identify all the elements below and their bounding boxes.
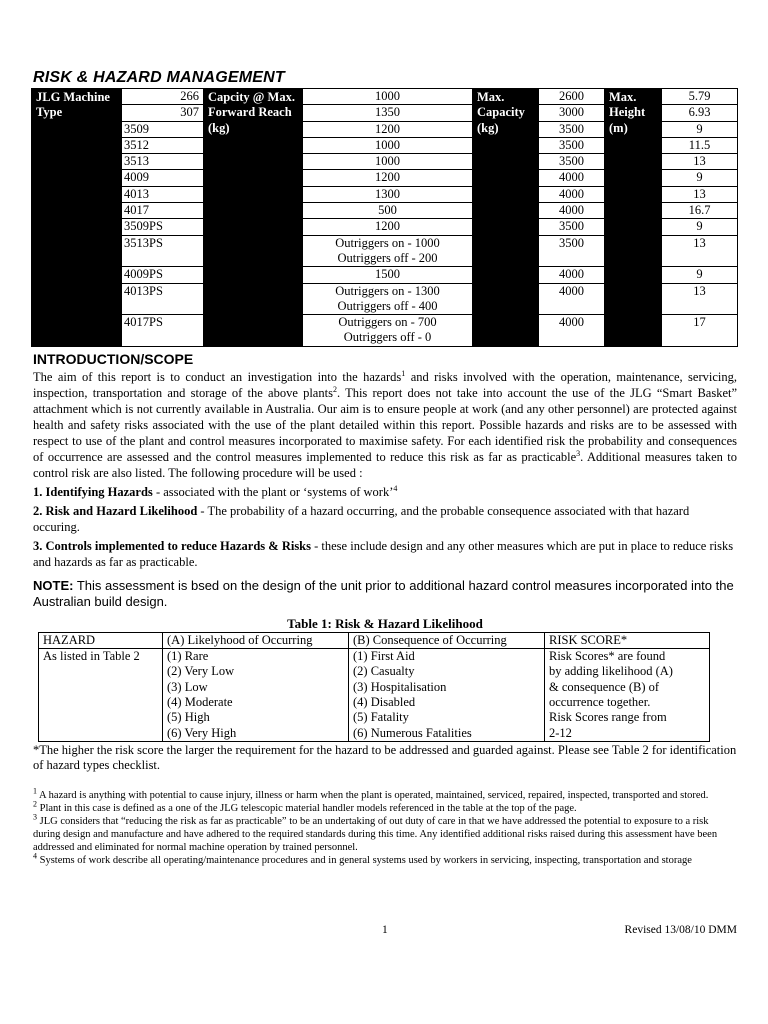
max-height-value: 16.7: [662, 203, 738, 219]
consequence-level: (5) Fatality: [353, 710, 409, 725]
machine-model: 307: [122, 105, 204, 121]
max-capacity-value: 3500: [539, 219, 605, 235]
reach-capacity-value: 1500: [303, 267, 473, 283]
machine-model: 4013: [122, 186, 204, 202]
footnotes: [31, 786, 739, 867]
machine-table: [31, 88, 738, 347]
consequence-level: (1) First Aid: [353, 649, 415, 664]
table1-header: (B) Consequence of Occurring: [349, 632, 545, 648]
machine-model: 3509: [122, 121, 204, 137]
note-paragraph: NOTE: This assessment is bsed on the design of the unit prior to additional hazard control measures incorporated into the Australian build design.: [33, 577, 734, 609]
table1-caption: Table 1: Risk & Hazard Likelihood: [287, 615, 483, 631]
table1-consequence-cell: [349, 649, 545, 742]
reach-capacity-value: 1200: [303, 219, 473, 235]
footnote: $^4$ Systems of work describe all operating/maintenance procedures and in general systems used by workers in servicing, inspecting, transportation and storage: [33, 851, 692, 866]
max-capacity-value: 3000: [539, 105, 605, 121]
table1-header: HAZARD: [39, 632, 163, 648]
score-note-line: occurrence together.: [549, 694, 651, 709]
reach-capacity-value: 1200: [303, 170, 473, 186]
reach-capacity-value: Outriggers on - 700 Outriggers off - 0: [303, 315, 473, 347]
reach-capacity-value: 1350: [303, 105, 473, 121]
likelihood-level: (2) Very Low: [167, 664, 235, 679]
reach-capacity-value: 1000: [303, 137, 473, 153]
reach-capacity-value: Outriggers on - 1000 Outriggers off - 200: [303, 235, 473, 267]
max-capacity-value: 4000: [539, 315, 605, 347]
revision-stamp: Revised 13/08/10 DMM: [624, 924, 737, 936]
max-capacity-value: 4000: [539, 267, 605, 283]
page-title: RISK & HAZARD MANAGEMENT: [33, 69, 285, 86]
likelihood-level: (1) Rare: [167, 649, 209, 664]
max-capacity-value: 4000: [539, 203, 605, 219]
consequence-level: (3) Hospitalisation: [353, 679, 447, 694]
likelihood-level: (3) Low: [167, 679, 208, 694]
machine-model: 4017PS: [122, 315, 204, 347]
procedure-item: 3. Controls implemented to reduce Hazards & Risks - these include design and any other measures which are put in place to reduce risks and hazards as far as practicable.: [33, 538, 734, 569]
reach-capacity-value: 1300: [303, 186, 473, 202]
footnote: $^1$ A hazard is anything with potential to cause injury, illness or harm when the plant is operated, maintained, serviced, repaired, inspected, transported and stored.: [33, 786, 709, 801]
table1-score-cell: [545, 649, 710, 742]
max-capacity-value: 3500: [539, 235, 605, 267]
procedure-item: 2. Risk and Hazard Likelihood - The probability of a hazard occurring, and the probable consequence associated with that hazard occuring.: [33, 503, 690, 534]
max-height-value: 13: [662, 154, 738, 170]
max-height-value: 13: [662, 235, 738, 267]
max-capacity-value: 4000: [539, 186, 605, 202]
max-height-value: 13: [662, 186, 738, 202]
max-capacity-value: 2600: [539, 89, 605, 105]
max-capacity-value: 3500: [539, 154, 605, 170]
score-note-line: & consequence (B) of: [549, 679, 660, 694]
max-height-value: 9: [662, 170, 738, 186]
machine-row: [32, 89, 738, 105]
max-height-value: 13: [662, 283, 738, 315]
max-height-value: 9: [662, 219, 738, 235]
table1-footnote: *The higher the risk score the larger the requirement for the hazard to be addressed and guarded against. Please see Table 2 for identification of hazard types checklist.: [33, 742, 737, 772]
max-capacity-value: 3500: [539, 121, 605, 137]
likelihood-level: (6) Very High: [167, 725, 237, 740]
footnote: $^2$ Plant in this case is defined as a one of the JLG telescopic material handler models referenced in the table at the top of the page.: [33, 799, 577, 814]
max-capacity-value: 3500: [539, 137, 605, 153]
likelihood-level: (5) High: [167, 710, 210, 725]
procedure-item: 1. Identifying Hazards - associated with the plant or ‘systems of work’$^4$: [33, 483, 398, 499]
page-number: 1: [382, 924, 388, 936]
machine-model: 3513PS: [122, 235, 204, 267]
max-height-value: 11.5: [662, 137, 738, 153]
score-note-line: Risk Scores range from: [549, 710, 667, 725]
max-height-value: 9: [662, 267, 738, 283]
max-capacity-value: 4000: [539, 170, 605, 186]
consequence-level: (6) Numerous Fatalities: [353, 725, 472, 740]
max-height-value: 9: [662, 121, 738, 137]
table1-hazard-cell: As listed in Table 2: [39, 649, 163, 742]
max-capacity-value: 4000: [539, 283, 605, 315]
table1-header: RISK SCORE*: [545, 632, 710, 648]
score-note-line: 2-12: [549, 725, 572, 740]
table1-header: (A) Likelyhood of Occurring: [163, 632, 349, 648]
machine-type-header: JLG Machine Type: [32, 89, 122, 347]
score-note-line: by adding likelihood (A): [549, 664, 673, 679]
max-height-value: 5.79: [662, 89, 738, 105]
max-height-value: 6.93: [662, 105, 738, 121]
reach-capacity-value: Outriggers on - 1300 Outriggers off - 400: [303, 283, 473, 315]
reach-capacity-value: 1000: [303, 89, 473, 105]
max-height-header: Max. Height (m): [605, 89, 662, 347]
intro-heading: INTRODUCTION/SCOPE: [33, 350, 194, 367]
reach-capacity-header: Capcity @ Max. Forward Reach (kg): [204, 89, 303, 347]
machine-model: 4009PS: [122, 267, 204, 283]
machine-model: 266: [122, 89, 204, 105]
risk-likelihood-table: [38, 632, 710, 742]
machine-model: 4013PS: [122, 283, 204, 315]
reach-capacity-value: 500: [303, 203, 473, 219]
max-capacity-header: Max. Capacity (kg): [473, 89, 539, 347]
reach-capacity-value: 1200: [303, 121, 473, 137]
machine-model: 3513: [122, 154, 204, 170]
intro-paragraph: The aim of this report is to conduct an investigation into the hazards$^1$ and risks involved with the operation, maintenance, servicing, inspection, transportation and storage of the above plants$^2$. This report does not take into account the use of the JLG “Smart Basket” attachment which is not currently available in Australia. Our aim is to ensure people at work (and any other personnel) are protected against health and safety risks associated with the use of the plant detailed within this report. Possible hazards and risks are to be assessed with respect to use of the plant and control measures incorporated to maximise safety. For each identified risk the probability and consequences of occurrence are assessed and the control measures implemented to reduce this risk as far as practicable$^3$. Additional measures taken to control risk are also listed. The following procedure will be used :: [33, 368, 738, 480]
table1-likelihood-cell: [163, 649, 349, 742]
max-height-value: 17: [662, 315, 738, 347]
consequence-level: (4) Disabled: [353, 694, 416, 709]
machine-model: 3512: [122, 137, 204, 153]
footnote: $^3$ JLG considers that “reducing the risk as far as practicable” to be an undertaking of out duty of care in that we have addressed the potential to exposure to a risk during design and manufacture and have adhered to the required standards during this time. Any identified additional risks raised during this assessment have been addressed and eliminated for normal machine operation by trained personnel.: [33, 812, 718, 853]
machine-model: 3509PS: [122, 219, 204, 235]
reach-capacity-value: 1000: [303, 154, 473, 170]
consequence-level: (2) Casualty: [353, 664, 415, 679]
machine-model: 4009: [122, 170, 204, 186]
likelihood-level: (4) Moderate: [167, 694, 233, 709]
document-page: [31, 68, 739, 867]
machine-model: 4017: [122, 203, 204, 219]
score-note-line: Risk Scores* are found: [549, 649, 666, 664]
